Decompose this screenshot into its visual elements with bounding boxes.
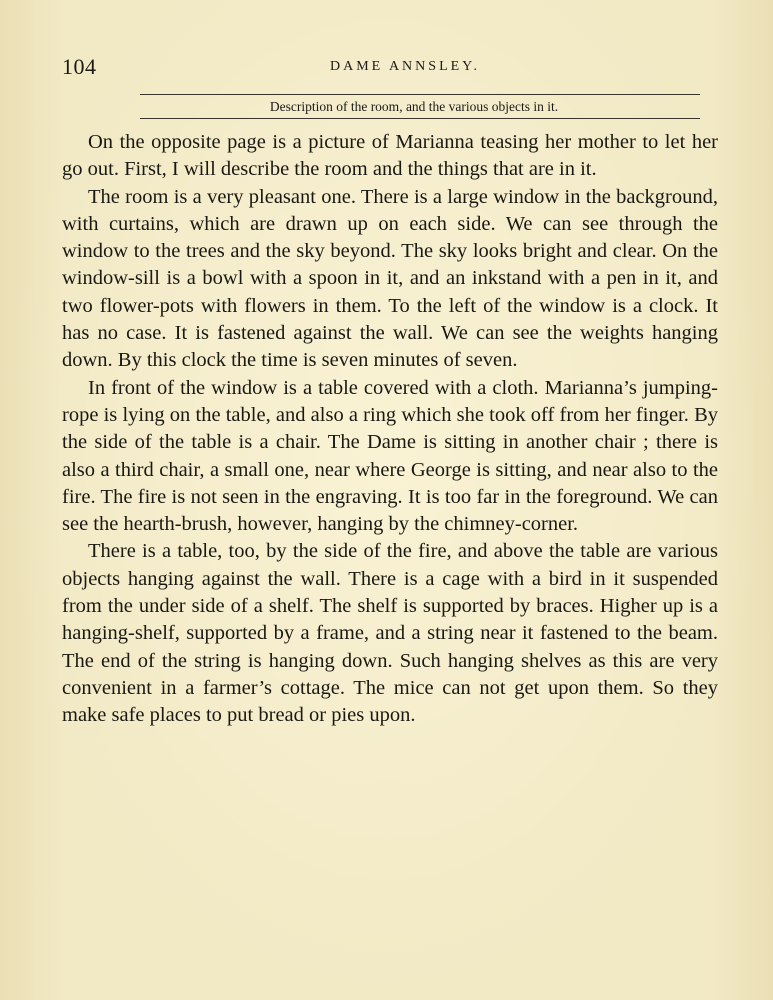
paragraph: The room is a very pleasant one. There is a large window in the background, with curtains, which are drawn up on each side. We can see through the window to the trees and the sky beyond. The sky looks bright and clear. On the window-sill is a bowl with a spoon in it, and an inkstand with a pen in it, and two flower-pots with flowers in them. To the left of the window is a clock. It has no case. It is fastened against the wall. We can see the weights hanging down. By this clock the time is seven minutes of seven. [62, 185, 718, 372]
running-title: DAME ANNSLEY. [330, 59, 480, 74]
running-head [62, 50, 718, 80]
paragraph: There is a table, too, by the side of the fire, and above the table are various objects hanging against the wall. There is a cage with a bird in it suspended from the under side of a shelf. The shelf is supported by braces. Higher up is a hanging-shelf, supported by a frame, and a string near it fastened to the beam. The end of the string is hanging down. Such hanging shelves as this are very convenient in a farmer’s cottage. The mice can not get upon them. So they make safe places to put bread or pies upon. [62, 540, 718, 727]
section-subheading: Description of the room, and the various objects in it. [269, 99, 559, 114]
book-page [62, 50, 718, 730]
paragraph: On the opposite page is a picture of Marianna teasing her mother to let her go out. First, I will describe the room and the things that are in it. [62, 131, 718, 181]
body-text [62, 129, 718, 730]
subheading-bottom-rule [140, 118, 700, 119]
page-number: 104 [62, 54, 97, 79]
paragraph: In front of the window is a table covered with a cloth. Marianna’s jumping-rope is lying on the table, and also a ring which she took off from her finger. By the side of the table is a chair. The Dame is sitting in another chair ; there is also a third chair, a small one, near where George is sitting, and near also to the fire. The fire is not seen in the engraving. It is too far in the foreground. We can see the hearth-brush, however, hanging by the chimney-corner. [62, 376, 718, 536]
